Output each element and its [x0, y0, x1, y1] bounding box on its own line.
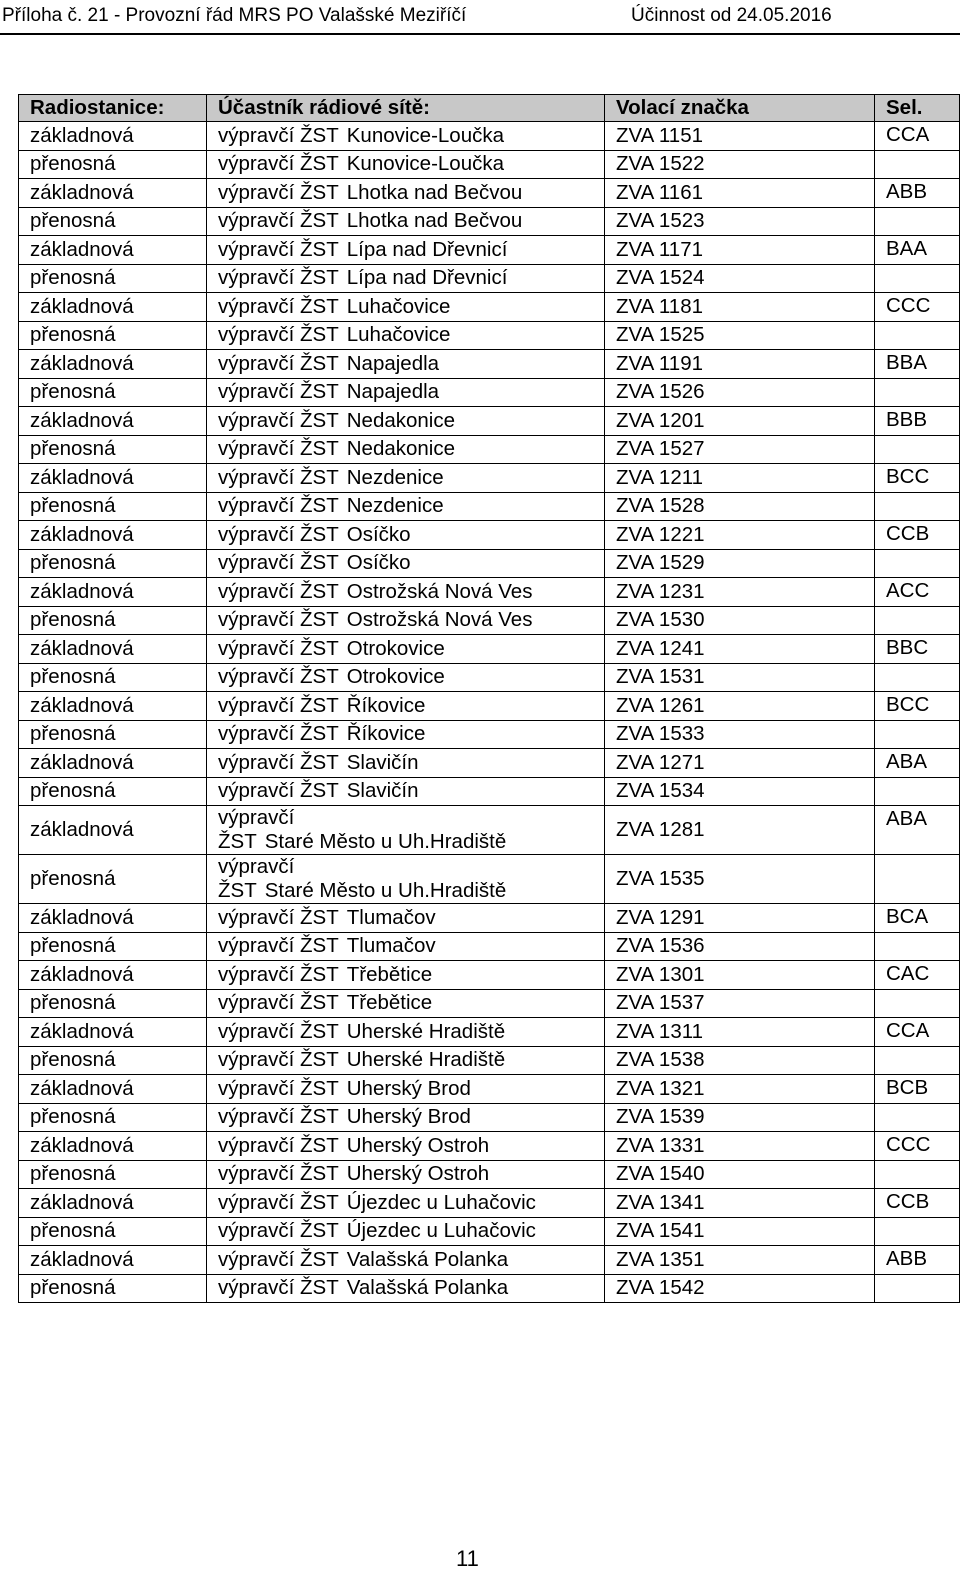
participant-role: výpravčí ŽST [218, 579, 339, 603]
radio-station-type: přenosná [19, 663, 207, 692]
table-row [19, 663, 960, 692]
selective-call-code: BCC [875, 464, 960, 493]
selective-call-code: ABA [875, 806, 960, 855]
participant-cell [207, 989, 605, 1018]
participant-role-suffix: ŽST [218, 830, 257, 853]
radio-station-type: přenosná [19, 378, 207, 407]
participant-role: výpravčí ŽST [218, 351, 339, 375]
table-row [19, 777, 960, 806]
radio-station-type: přenosná [19, 1160, 207, 1189]
call-sign: ZVA 1538 [605, 1046, 875, 1075]
participant-cell [207, 855, 605, 904]
table-row [19, 549, 960, 578]
participant-role: výpravčí ŽST [218, 1162, 339, 1186]
station-name: Napajedla [346, 351, 440, 375]
radio-station-type: přenosná [19, 549, 207, 578]
call-sign: ZVA 1331 [605, 1132, 875, 1161]
radio-station-type: základnová [19, 236, 207, 265]
participant-role: výpravčí ŽST [218, 1105, 339, 1129]
station-name: Újezdec u Luhačovic [346, 1219, 536, 1243]
selective-call-code [875, 1103, 960, 1132]
radio-station-type: základnová [19, 350, 207, 379]
selective-call-code: ACC [875, 578, 960, 607]
selective-call-code: CCB [875, 521, 960, 550]
table-row [19, 1046, 960, 1075]
table-row [19, 692, 960, 721]
radio-station-type: základnová [19, 635, 207, 664]
participant-cell [207, 207, 605, 236]
participant-cell [207, 961, 605, 990]
call-sign: ZVA 1524 [605, 264, 875, 293]
table-row [19, 521, 960, 550]
call-sign: ZVA 1541 [605, 1217, 875, 1246]
table-row [19, 321, 960, 350]
radio-station-type: přenosná [19, 321, 207, 350]
station-name: Uherský Ostroh [346, 1162, 490, 1186]
station-name: Ostrožská Nová Ves [346, 579, 533, 603]
page-number: 11 [456, 1546, 479, 1571]
call-sign: ZVA 1301 [605, 961, 875, 990]
call-sign: ZVA 1526 [605, 378, 875, 407]
station-name: Lípa nad Dřevnicí [346, 237, 508, 261]
station-name: Říkovice [346, 722, 426, 746]
table-row [19, 150, 960, 179]
selective-call-code: ABA [875, 749, 960, 778]
participant-cell [207, 720, 605, 749]
participant-role: výpravčí ŽST [218, 408, 339, 432]
participant-role: výpravčí ŽST [218, 750, 339, 774]
participant-cell [207, 904, 605, 933]
station-name: Třebětice [346, 962, 433, 986]
participant-role: výpravčí ŽST [218, 962, 339, 986]
radio-station-type: přenosná [19, 1274, 207, 1303]
table-row [19, 855, 960, 904]
participant-role: výpravčí ŽST [218, 665, 339, 689]
selective-call-code: BCC [875, 692, 960, 721]
radio-station-type: základnová [19, 961, 207, 990]
call-sign: ZVA 1151 [605, 122, 875, 151]
selective-call-code: BCA [875, 904, 960, 933]
selective-call-code [875, 989, 960, 1018]
station-name: Nezdenice [346, 465, 444, 489]
selective-call-code [875, 855, 960, 904]
participant-cell [207, 179, 605, 208]
participant-cell [207, 1217, 605, 1246]
participant-cell [207, 663, 605, 692]
table-row [19, 492, 960, 521]
participant-role: výpravčí ŽST [218, 1190, 339, 1214]
participant-cell [207, 236, 605, 265]
radio-station-type: přenosná [19, 1046, 207, 1075]
station-name: Nedakonice [346, 408, 456, 432]
table-row [19, 932, 960, 961]
table-header-row [19, 95, 960, 122]
table-row [19, 264, 960, 293]
radio-station-type: základnová [19, 692, 207, 721]
table-row [19, 407, 960, 436]
station-name: Kunovice-Loučka [346, 123, 505, 147]
participant-role: výpravčí ŽST [218, 123, 339, 147]
table-row [19, 350, 960, 379]
participant-cell [207, 378, 605, 407]
table-row [19, 435, 960, 464]
participant-role: výpravčí [218, 855, 295, 878]
call-sign: ZVA 1291 [605, 904, 875, 933]
participant-role: výpravčí ŽST [218, 1247, 339, 1271]
participant-cell [207, 464, 605, 493]
station-name: Staré Město u Uh.Hradiště [264, 879, 507, 902]
participant-cell [207, 122, 605, 151]
call-sign: ZVA 1311 [605, 1018, 875, 1047]
participant-role: výpravčí ŽST [218, 152, 339, 176]
selective-call-code [875, 1217, 960, 1246]
table-row [19, 635, 960, 664]
radio-station-type: přenosná [19, 606, 207, 635]
selective-call-code: CCB [875, 1189, 960, 1218]
radio-station-type: základnová [19, 904, 207, 933]
participant-role: výpravčí ŽST [218, 1019, 339, 1043]
selective-call-code [875, 549, 960, 578]
participant-station-line [218, 830, 604, 854]
table-row [19, 1018, 960, 1047]
selective-call-code [875, 264, 960, 293]
radio-station-type: přenosná [19, 492, 207, 521]
selective-call-code [875, 1274, 960, 1303]
participant-cell [207, 407, 605, 436]
participant-cell [207, 1189, 605, 1218]
radio-stations-table [18, 94, 960, 1303]
participant-role-suffix: ŽST [218, 879, 257, 902]
participant-station-line [218, 879, 604, 903]
selective-call-code: ABB [875, 179, 960, 208]
table-row [19, 236, 960, 265]
call-sign: ZVA 1531 [605, 663, 875, 692]
table-row [19, 749, 960, 778]
table-row [19, 606, 960, 635]
page-header [0, 2, 960, 30]
station-name: Tlumačov [346, 905, 436, 929]
radio-station-type: základnová [19, 1075, 207, 1104]
call-sign: ZVA 1241 [605, 635, 875, 664]
station-name: Valašská Polanka [346, 1276, 509, 1300]
call-sign: ZVA 1528 [605, 492, 875, 521]
table-row [19, 904, 960, 933]
table-row [19, 464, 960, 493]
participant-cell [207, 606, 605, 635]
participant-cell [207, 350, 605, 379]
participant-role: výpravčí ŽST [218, 905, 339, 929]
participant-role: výpravčí ŽST [218, 323, 339, 347]
participant-cell [207, 578, 605, 607]
table-row [19, 207, 960, 236]
participant-role: výpravčí ŽST [218, 294, 339, 318]
participant-cell [207, 1132, 605, 1161]
call-sign: ZVA 1161 [605, 179, 875, 208]
participant-cell [207, 264, 605, 293]
participant-cell [207, 1046, 605, 1075]
table-row [19, 961, 960, 990]
radio-station-type: základnová [19, 521, 207, 550]
call-sign: ZVA 1530 [605, 606, 875, 635]
participant-role: výpravčí [218, 806, 295, 829]
call-sign: ZVA 1281 [605, 806, 875, 855]
station-name: Uherský Ostroh [346, 1133, 490, 1157]
radio-station-type: přenosná [19, 855, 207, 904]
table-row [19, 1132, 960, 1161]
selective-call-code [875, 378, 960, 407]
participant-role: výpravčí ŽST [218, 1048, 339, 1072]
selective-call-code [875, 321, 960, 350]
radio-station-type: přenosná [19, 989, 207, 1018]
table-row [19, 1246, 960, 1275]
radio-station-type: základnová [19, 578, 207, 607]
participant-role: výpravčí ŽST [218, 1276, 339, 1300]
participant-cell [207, 692, 605, 721]
call-sign: ZVA 1321 [605, 1075, 875, 1104]
selective-call-code: BBC [875, 635, 960, 664]
effective-date: Účinnost od 24.05.2016 [631, 5, 832, 26]
participant-cell [207, 777, 605, 806]
column-header-radio-station: Radiostanice: [19, 95, 207, 122]
selective-call-code [875, 492, 960, 521]
participant-role: výpravčí ŽST [218, 180, 339, 204]
table-row [19, 1217, 960, 1246]
selective-call-code [875, 720, 960, 749]
call-sign: ZVA 1523 [605, 207, 875, 236]
selective-call-code: BBA [875, 350, 960, 379]
call-sign: ZVA 1261 [605, 692, 875, 721]
table-row [19, 179, 960, 208]
call-sign: ZVA 1341 [605, 1189, 875, 1218]
table-row [19, 1189, 960, 1218]
table-row [19, 578, 960, 607]
station-name: Říkovice [346, 693, 426, 717]
table-row [19, 989, 960, 1018]
participant-role: výpravčí ŽST [218, 437, 339, 461]
participant-role: výpravčí ŽST [218, 266, 339, 290]
participant-role: výpravčí ŽST [218, 1219, 339, 1243]
selective-call-code: CAC [875, 961, 960, 990]
call-sign: ZVA 1351 [605, 1246, 875, 1275]
selective-call-code [875, 207, 960, 236]
table-row [19, 1103, 960, 1132]
participant-cell [207, 1246, 605, 1275]
participant-role: výpravčí ŽST [218, 494, 339, 518]
call-sign: ZVA 1536 [605, 932, 875, 961]
call-sign: ZVA 1537 [605, 989, 875, 1018]
participant-cell [207, 1274, 605, 1303]
station-name: Lhotka nad Bečvou [346, 180, 523, 204]
station-name: Napajedla [346, 380, 440, 404]
selective-call-code: CCC [875, 1132, 960, 1161]
station-name: Slavičín [346, 750, 419, 774]
radio-station-type: přenosná [19, 435, 207, 464]
participant-role: výpravčí ŽST [218, 934, 339, 958]
participant-role: výpravčí ŽST [218, 693, 339, 717]
call-sign: ZVA 1231 [605, 578, 875, 607]
selective-call-code: BBB [875, 407, 960, 436]
call-sign: ZVA 1535 [605, 855, 875, 904]
participant-role: výpravčí ŽST [218, 1076, 339, 1100]
station-name: Třebětice [346, 991, 433, 1015]
call-sign: ZVA 1534 [605, 777, 875, 806]
radio-station-type: základnová [19, 1018, 207, 1047]
participant-role: výpravčí ŽST [218, 209, 339, 233]
radio-station-type: přenosná [19, 720, 207, 749]
participant-cell [207, 806, 605, 855]
radio-station-type: přenosná [19, 777, 207, 806]
station-name: Újezdec u Luhačovic [346, 1190, 536, 1214]
participant-role: výpravčí ŽST [218, 522, 339, 546]
call-sign: ZVA 1525 [605, 321, 875, 350]
call-sign: ZVA 1529 [605, 549, 875, 578]
participant-cell [207, 521, 605, 550]
station-name: Luhačovice [346, 323, 451, 347]
participant-role: výpravčí ŽST [218, 1133, 339, 1157]
station-name: Osíčko [346, 522, 411, 546]
radio-station-type: přenosná [19, 1217, 207, 1246]
selective-call-code: CCA [875, 1018, 960, 1047]
radio-station-type: základnová [19, 464, 207, 493]
participant-cell [207, 321, 605, 350]
call-sign: ZVA 1542 [605, 1274, 875, 1303]
station-name: Uherský Brod [346, 1105, 471, 1129]
participant-cell [207, 150, 605, 179]
radio-station-type: přenosná [19, 1103, 207, 1132]
call-sign: ZVA 1533 [605, 720, 875, 749]
participant-role: výpravčí ŽST [218, 722, 339, 746]
participant-role: výpravčí ŽST [218, 608, 339, 632]
station-name: Osíčko [346, 551, 411, 575]
participant-role: výpravčí ŽST [218, 380, 339, 404]
radio-station-type: základnová [19, 293, 207, 322]
station-name: Uherské Hradiště [346, 1019, 506, 1043]
station-name: Tlumačov [346, 934, 436, 958]
table-row [19, 1160, 960, 1189]
station-name: Ostrožská Nová Ves [346, 608, 533, 632]
participant-role: výpravčí ŽST [218, 991, 339, 1015]
radio-station-type: přenosná [19, 264, 207, 293]
radio-station-type: základnová [19, 407, 207, 436]
selective-call-code: CCA [875, 122, 960, 151]
call-sign: ZVA 1221 [605, 521, 875, 550]
call-sign: ZVA 1522 [605, 150, 875, 179]
station-name: Nedakonice [346, 437, 456, 461]
station-name: Uherský Brod [346, 1076, 471, 1100]
table-row [19, 1274, 960, 1303]
selective-call-code [875, 932, 960, 961]
station-name: Valašská Polanka [346, 1247, 509, 1271]
participant-role: výpravčí ŽST [218, 551, 339, 575]
call-sign: ZVA 1181 [605, 293, 875, 322]
participant-cell [207, 1103, 605, 1132]
radio-station-type: základnová [19, 122, 207, 151]
call-sign: ZVA 1539 [605, 1103, 875, 1132]
selective-call-code [875, 606, 960, 635]
radio-station-type: základnová [19, 1132, 207, 1161]
selective-call-code: BAA [875, 236, 960, 265]
station-name: Otrokovice [346, 636, 445, 660]
table-row [19, 720, 960, 749]
radio-station-type: přenosná [19, 207, 207, 236]
selective-call-code [875, 1160, 960, 1189]
station-name: Kunovice-Loučka [346, 152, 505, 176]
station-name: Luhačovice [346, 294, 451, 318]
radio-station-type: základnová [19, 1246, 207, 1275]
station-name: Slavičín [346, 779, 419, 803]
table-row [19, 806, 960, 855]
radio-station-type: základnová [19, 179, 207, 208]
participant-cell [207, 635, 605, 664]
participant-cell [207, 932, 605, 961]
selective-call-code [875, 150, 960, 179]
participant-role: výpravčí ŽST [218, 636, 339, 660]
call-sign: ZVA 1540 [605, 1160, 875, 1189]
radio-station-type: základnová [19, 806, 207, 855]
call-sign: ZVA 1191 [605, 350, 875, 379]
station-name: Lhotka nad Bečvou [346, 209, 523, 233]
station-name: Uherské Hradiště [346, 1048, 506, 1072]
call-sign: ZVA 1201 [605, 407, 875, 436]
call-sign: ZVA 1271 [605, 749, 875, 778]
radio-station-type: přenosná [19, 932, 207, 961]
table-row [19, 378, 960, 407]
participant-role: výpravčí ŽST [218, 779, 339, 803]
participant-cell [207, 1160, 605, 1189]
selective-call-code [875, 663, 960, 692]
station-name: Nezdenice [346, 494, 444, 518]
table-row [19, 122, 960, 151]
participant-cell [207, 492, 605, 521]
participant-cell [207, 1018, 605, 1047]
participant-cell [207, 435, 605, 464]
radio-station-type: základnová [19, 1189, 207, 1218]
header-divider [0, 33, 960, 35]
participant-cell [207, 549, 605, 578]
selective-call-code [875, 1046, 960, 1075]
station-name: Lípa nad Dřevnicí [346, 266, 508, 290]
station-name: Otrokovice [346, 665, 445, 689]
participant-role: výpravčí ŽST [218, 465, 339, 489]
selective-call-code [875, 435, 960, 464]
radio-station-type: základnová [19, 749, 207, 778]
participant-cell [207, 1075, 605, 1104]
document-title: Příloha č. 21 - Provozní řád MRS PO Valašské Meziříčí [2, 5, 467, 26]
selective-call-code: BCB [875, 1075, 960, 1104]
participant-role: výpravčí ŽST [218, 237, 339, 261]
call-sign: ZVA 1171 [605, 236, 875, 265]
column-header-participant: Účastník rádiové sítě: [207, 95, 605, 122]
radio-station-type: přenosná [19, 150, 207, 179]
participant-cell [207, 293, 605, 322]
participant-cell [207, 749, 605, 778]
selective-call-code: CCC [875, 293, 960, 322]
call-sign: ZVA 1527 [605, 435, 875, 464]
station-name: Staré Město u Uh.Hradiště [264, 830, 507, 853]
selective-call-code: ABB [875, 1246, 960, 1275]
selective-call-code [875, 777, 960, 806]
table-row [19, 293, 960, 322]
column-header-call-sign: Volací značka [605, 95, 875, 122]
call-sign: ZVA 1211 [605, 464, 875, 493]
table-row [19, 1075, 960, 1104]
column-header-selective-call: Sel. [875, 95, 960, 122]
table-body [19, 122, 960, 1303]
